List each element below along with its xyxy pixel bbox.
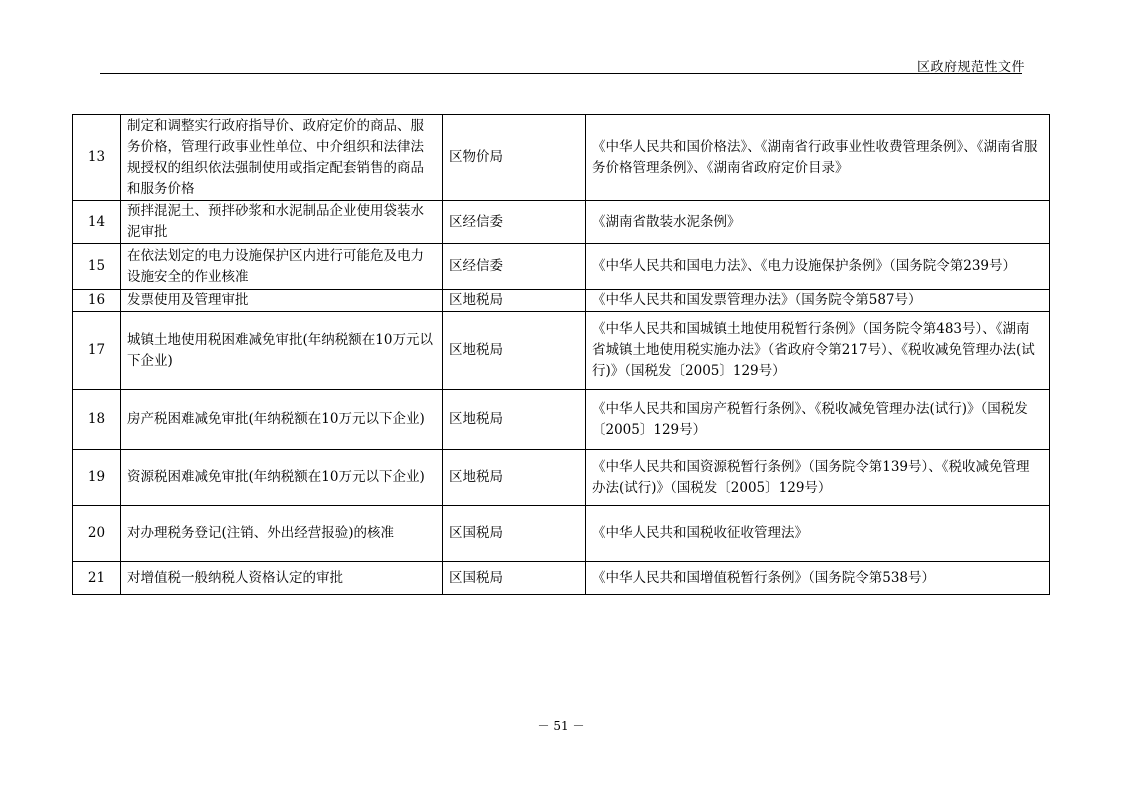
department: 区国税局 <box>443 506 586 562</box>
row-number: 13 <box>73 115 121 201</box>
table-row <box>73 390 1050 450</box>
header-divider <box>100 73 1022 74</box>
legal-basis: 《中华人民共和国资源税暂行条例》（国务院令第139号）、《税收减免管理办法(试行)》（国税发〔2005〕129号） <box>586 450 1050 506</box>
department: 区国税局 <box>443 562 586 595</box>
legal-basis: 《中华人民共和国价格法》、《湖南省行政事业性收费管理条例》、《湖南省服务价格管理条例》、《湖南省政府定价目录》 <box>586 115 1050 201</box>
legal-basis: 《湖南省散装水泥条例》 <box>586 201 1050 244</box>
row-number: 14 <box>73 201 121 244</box>
legal-basis: 《中华人民共和国税收征收管理法》 <box>586 506 1050 562</box>
legal-basis: 《中华人民共和国电力法》、《电力设施保护条例》（国务院令第239号） <box>586 244 1050 290</box>
department: 区物价局 <box>443 115 586 201</box>
approval-item: 发票使用及管理审批 <box>121 290 443 312</box>
table-row <box>73 450 1050 506</box>
approval-items-table <box>72 114 1050 595</box>
table-row <box>73 290 1050 312</box>
table-row <box>73 312 1050 390</box>
department: 区地税局 <box>443 290 586 312</box>
row-number: 21 <box>73 562 121 595</box>
approval-item: 对办理税务登记(注销、外出经营报验)的核准 <box>121 506 443 562</box>
row-number: 15 <box>73 244 121 290</box>
legal-basis: 《中华人民共和国房产税暂行条例》、《税收减免管理办法(试行)》（国税发〔2005〕129号） <box>586 390 1050 450</box>
approval-item: 制定和调整实行政府指导价、政府定价的商品、服务价格，管理行政事业性单位、中介组织和法律法规授权的组织依法强制使用或指定配套销售的商品和服务价格 <box>121 115 443 201</box>
row-number: 19 <box>73 450 121 506</box>
table-row <box>73 201 1050 244</box>
row-number: 20 <box>73 506 121 562</box>
department: 区地税局 <box>443 312 586 390</box>
approval-item: 在依法划定的电力设施保护区内进行可能危及电力设施安全的作业核准 <box>121 244 443 290</box>
row-number: 18 <box>73 390 121 450</box>
table-row <box>73 115 1050 201</box>
department: 区经信委 <box>443 244 586 290</box>
approval-item: 对增值税一般纳税人资格认定的审批 <box>121 562 443 595</box>
approval-item: 城镇土地使用税困难减免审批(年纳税额在10万元以下企业) <box>121 312 443 390</box>
page-number: － 51 － <box>537 719 585 733</box>
approval-item: 预拌混泥土、预拌砂浆和水泥制品企业使用袋装水泥审批 <box>121 201 443 244</box>
department: 区地税局 <box>443 450 586 506</box>
approval-item: 资源税困难减免审批(年纳税额在10万元以下企业) <box>121 450 443 506</box>
document-header-title: 区政府规范性文件 <box>916 60 1025 75</box>
table-row <box>73 562 1050 595</box>
legal-basis: 《中华人民共和国增值税暂行条例》（国务院令第538号） <box>586 562 1050 595</box>
legal-basis: 《中华人民共和国发票管理办法》（国务院令第587号） <box>586 290 1050 312</box>
department: 区地税局 <box>443 390 586 450</box>
department: 区经信委 <box>443 201 586 244</box>
table-row <box>73 244 1050 290</box>
approval-item: 房产税困难减免审批(年纳税额在10万元以下企业) <box>121 390 443 450</box>
row-number: 17 <box>73 312 121 390</box>
row-number: 16 <box>73 290 121 312</box>
table-row <box>73 506 1050 562</box>
legal-basis: 《中华人民共和国城镇土地使用税暂行条例》（国务院令第483号）、《湖南省城镇土地使用税实施办法》（省政府令第217号）、《税收减免管理办法(试行)》（国税发〔2005〕129号） <box>586 312 1050 390</box>
